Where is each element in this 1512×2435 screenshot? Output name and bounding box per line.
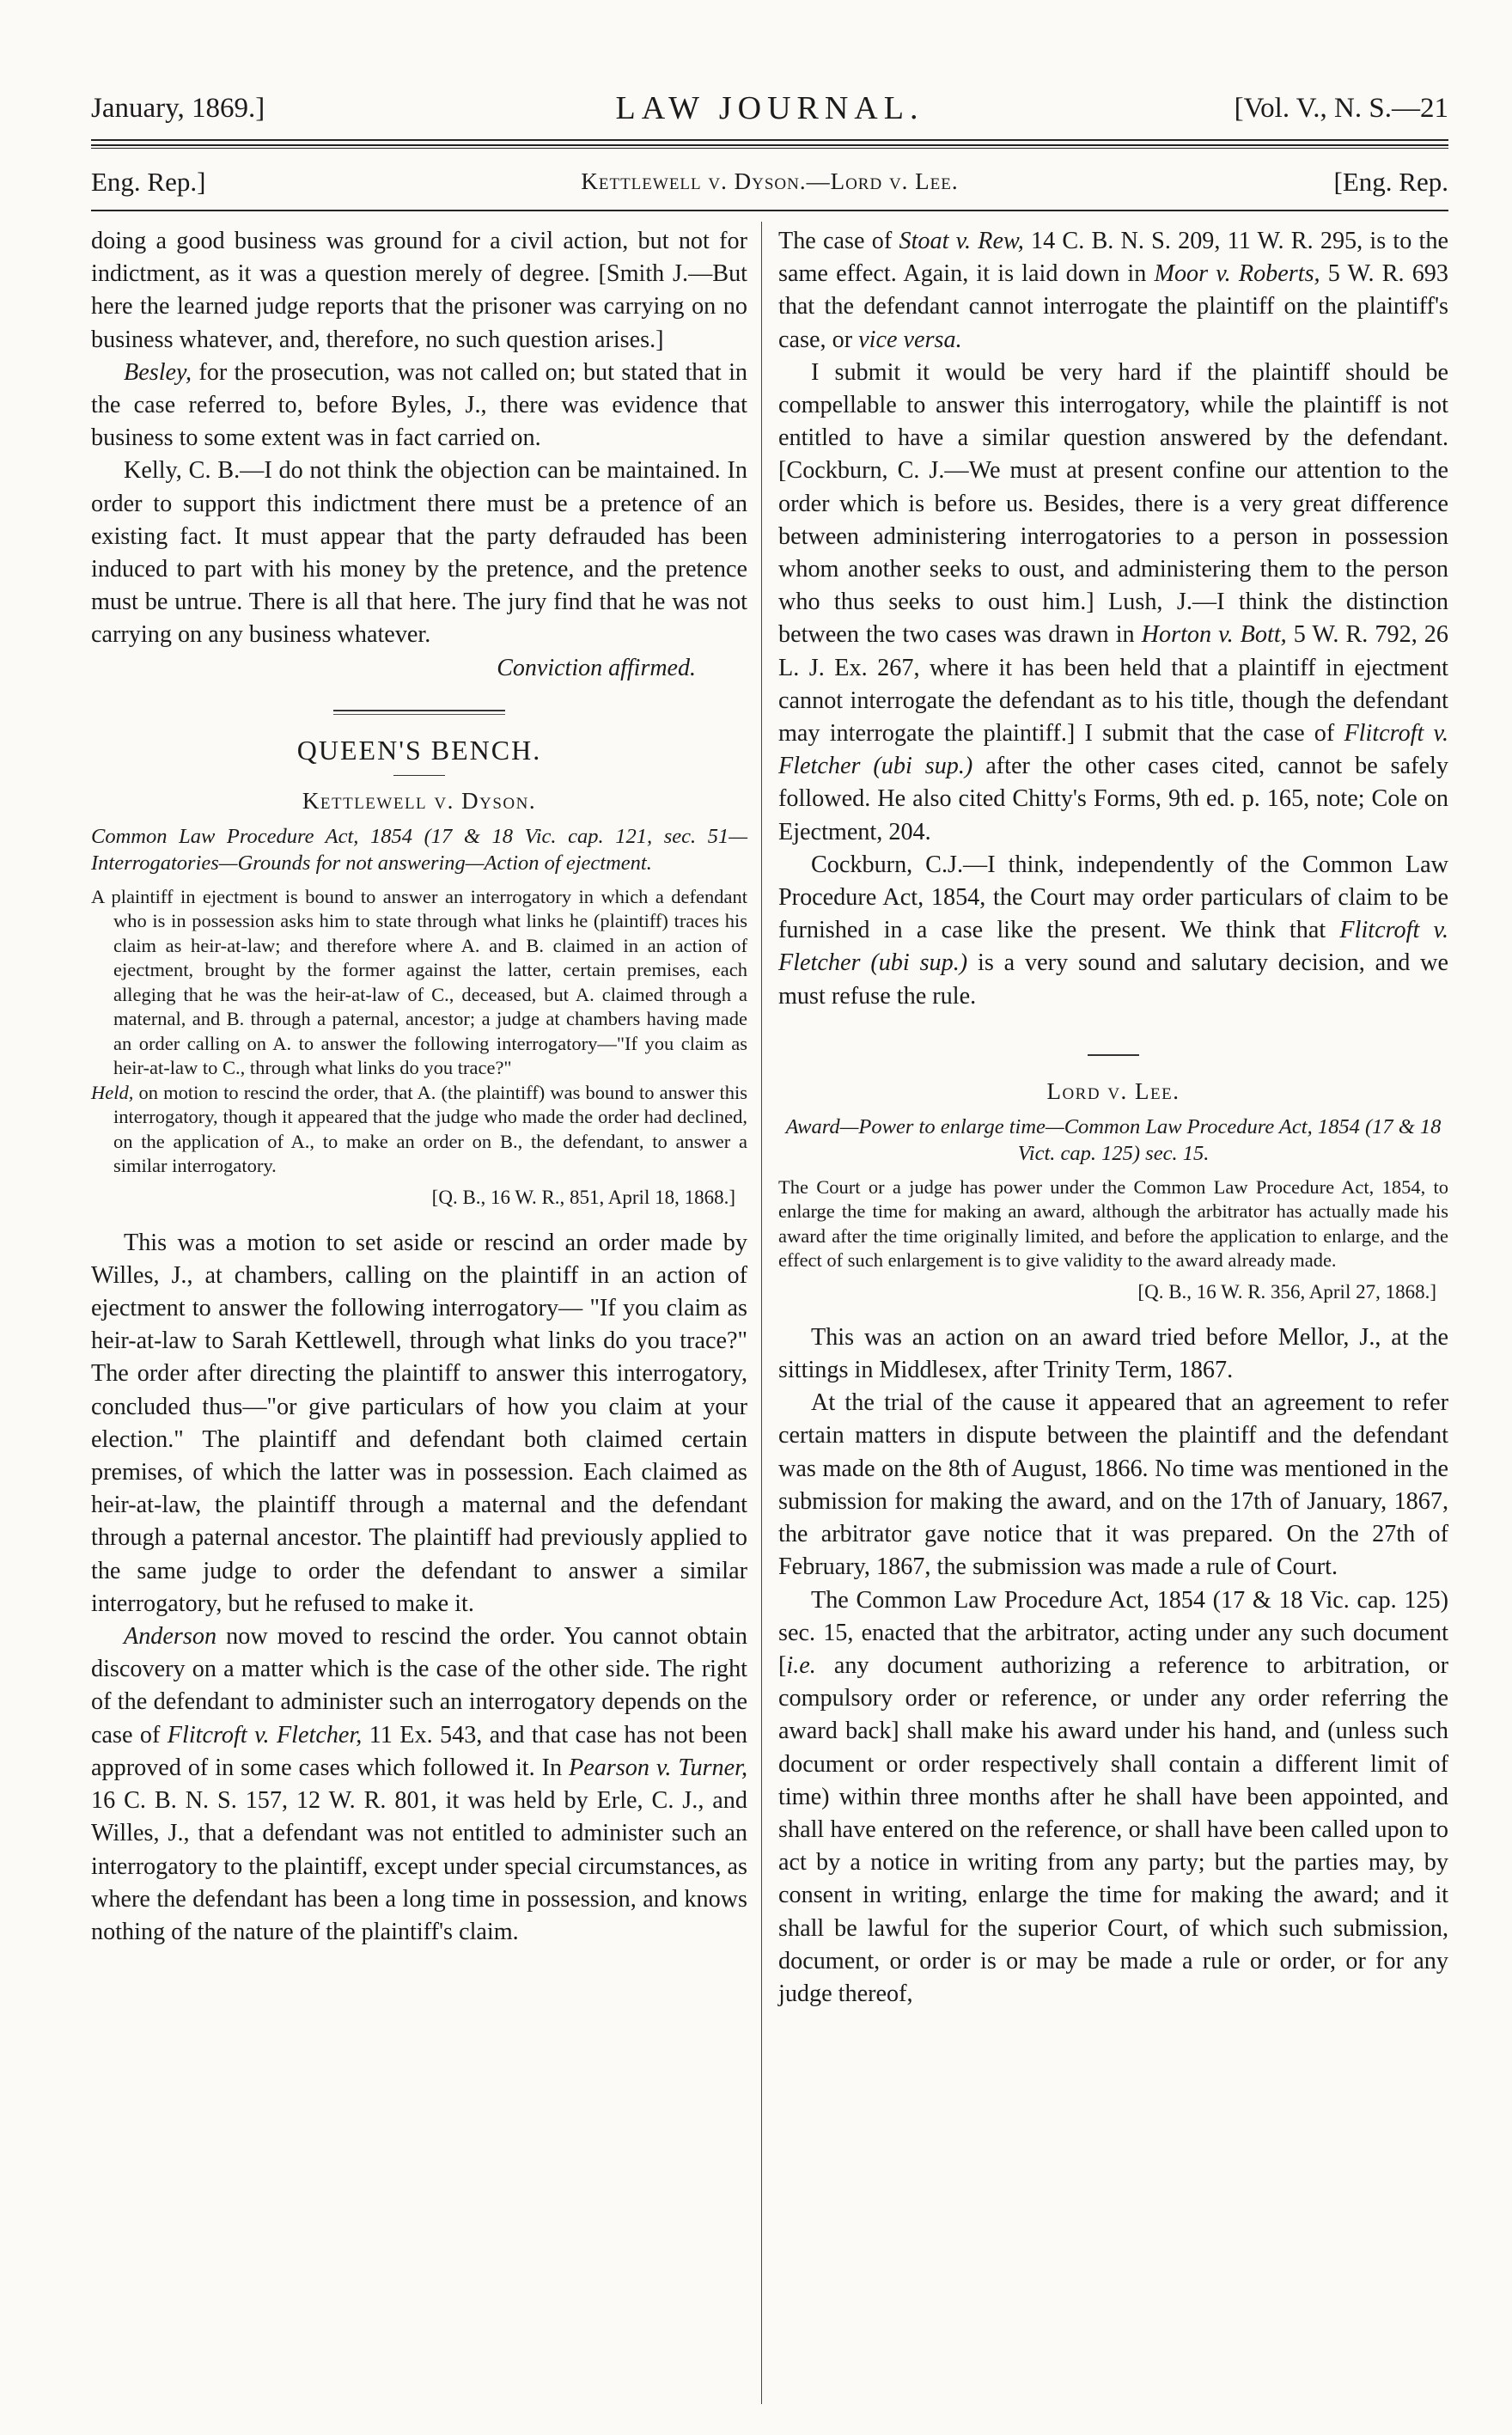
paragraph-text: any document authorizing a reference to arbitration, or compulsory order or reference, or under any order referring the award back] shall make his award under his hand, and (unless such document or order respectively shall contain a different limit of time) within three months after he shall have been appointed, and shall have entered on the reference, or shall have been called upon to act by a notice in writing from any party; but the parties may, by consent in writing, enlarge the time for making the award; and it shall be lawful for the superior Court, of which such submission, document, or order is or may be made a rule or order, or for any judge thereof, [778,1651,1448,2007]
paragraph-text: 11 Ex. 543, and that case has not been approved of in some cases which followed it. In [91,1721,748,1781]
paragraph-text: 14 C. B. N. S. 209, 11 W. R. 295, is to the same effect. Again, it is laid down in [778,228,1448,288]
case-name: Flitcroft v. Fletcher, [167,1721,363,1748]
judgment-paragraph [778,849,1448,1013]
catchwords: Common Law Procedure Act, 1854 (17 & 18 Vic. cap. 121, sec. 51—Interrogatories—Grounds for not answering—Action of ejectment. [91,824,747,875]
paragraph-text: 5 W. R. 792, 26 L. J. Ex. 267, where it has been held that a plaintiff in ejectment cannot interrogate the defendant as to his title, though the defendant may interrogate the plaintiff.] I submit that the case of [778,621,1448,748]
case-name: Flitcroft v. Fletcher (ubi sup.) [778,720,1448,780]
paragraph [778,357,1448,849]
short-rule [393,775,445,776]
case-name: Pearson v. Turner, [569,1754,748,1781]
volume-page: [Vol. V., N. S.—21 [1234,93,1448,124]
case-name: Horton v. Bott, [1141,621,1287,649]
abbreviation: i.e. [786,1651,816,1679]
counsel-name: Anderson [124,1623,217,1651]
paragraph [778,225,1448,357]
paragraph-text: 5 W. R. 693 that the defendant cannot interrogate the plaintiff on the plaintiff's case, or [778,260,1448,353]
case-citation: [Q. B., 16 W. R. 356, April 27, 1868.] [1137,1280,1436,1303]
paragraph: At the trial of the cause it appeared that an agreement to refer certain matters in dispute between the plaintiff and the defendant was made on the 8th of August, 1866. No time was mentioned in the submission for making the award, and on the 17th of January, 1867, the arbitrator gave notice that it was prepared. On the 27th of February, 1867, the submission was made a rule of Court. [778,1389,1448,1581]
ornament-rule [91,704,747,719]
section-rule [91,210,1448,211]
headnote-held [91,1081,747,1179]
header-rule [91,139,1448,146]
paragraph-text: after the other cases cited, cannot be safely followed. He also cited Chitty's Forms, 9th ed. p. 165, note; Cole on Ejectment, 204. [778,753,1448,845]
paragraph-text: Cockburn, C.J.—I think, independently of the Common Law Procedure Act, 1854, the Court may order particulars of claim to be furnished in a case like the present. We think that [778,851,1448,944]
case-title: Lord v. Lee. [1046,1077,1180,1104]
paragraph: doing a good business was ground for a civil action, but not for indictment, as it was a question merely of degree. [Smith J.—But here the learned judge reports that the prisoner was carrying on no business whatever, and, therefore, no such question arises.] [91,228,747,353]
paragraph [91,357,747,455]
paragraph-text: The Common Law Procedure Act, 1854 (17 & 18 Vic. cap. 125) sec. 15, enacted that the arbitrator, acting under any such document [ [778,1586,1448,1679]
paragraph-text: I submit it would be very hard if the plaintiff should be compellable to answer this interrogatory, while the plaintiff is not entitled to have a similar question answered by the defendant. [Cockburn, C. J.—We must at present confine our attention to the order which is before us. Besides, there is a very great difference between administering interrogatories to a person in possession whom another seeks to oust, and administering them to the person who thus seeks to oust him.] Lush, J.—I think the distinction between the two cases was drawn in [778,358,1448,649]
case-name: Flitcroft v. Fletcher (ubi sup.) [778,917,1449,977]
running-header [91,86,1448,129]
headnote-text: on motion to rescind the order, that A. (the plaintiff) was bound to answer this interrogatory, though it appeared that the judge who made the order had declined, on the application of A., to make an order on B., the defendant, to answer a similar interrogatory. [113,1081,747,1177]
paragraph: This was a motion to set aside or rescind an order made by Willes, J., at chambers, calling on the plaintiff in an action of ejectment to answer the following interrogatory— "If you claim as heir-at-law to Sarah Kettlewell, through what links do you trace?" The order after directing the plaintiff to answer this interrogatory, concluded thus—"or give particulars of how you claim at your election." The plaintiff and defendant both claimed certain premises, of which the latter was in possession. Each claimed as heir-at-law, the plaintiff through a maternal and the defendant through a paternal ancestor. The plaintiff had previously applied to the same judge to order the defendant to answer a similar interrogatory, but he refused to make it. [91,1229,747,1617]
paragraph-text: is a very sound and salutary decision, and we must refuse the rule. [778,949,1448,1010]
section-left: Eng. Rep.] [91,167,206,197]
paragraph: This was an action on an award tried before Mellor, J., at the sittings in Middlesex, after Trinity Term, 1867. [778,1323,1448,1384]
paragraph [778,1584,1448,2011]
ornament-rule [778,1047,1448,1063]
result: Conviction affirmed. [497,654,696,681]
paragraph [91,1620,747,1949]
journal-title: LAW JOURNAL. [615,90,924,126]
case-name: Moor v. Roberts, [1154,260,1320,288]
paragraph-text: The case of [778,228,899,254]
latin-phrase: vice versa. [858,326,962,353]
section-right: [Eng. Rep. [1333,167,1448,197]
section-cases: Kettlewell v. Dyson.—Lord v. Lee. [581,168,959,194]
header-rule-thin [91,148,1448,149]
held-label: Held, [91,1081,134,1103]
judgment-paragraph: Kelly, C. B.—I do not think the objection can be maintained. In order to support this indictment there must be a pretence of an existing fact. It must appear that the party defrauded has been induced to part with his money by the pretence, and the pretence must be untrue. There is all that here. The jury find that he was not carrying on any business whatever. [91,457,747,649]
left-column [91,225,747,1949]
court-heading: QUEEN'S BENCH. [296,734,542,766]
case-citation: [Q. B., 16 W. R., 851, April 18, 1868.] [431,1186,735,1208]
column-divider [761,222,762,2404]
paragraph-text: now moved to rescind the order. You cannot obtain discovery on a matter which is the case of the other side. The right of the defendant to administer such an interrogatory depends on the case of [91,1623,747,1748]
paragraph-text: 16 C. B. N. S. 157, 12 W. R. 801, it was held by Erle, C. J., and Willes, J., that a defendant was not entitled to administer such an interrogatory to the plaintiff, except under special circumstances, as where the defendant has been a long time in possession, and knows nothing of the nature of the plaintiff's claim. [91,1787,747,1945]
right-column [778,225,1448,2011]
headnote: A plaintiff in ejectment is bound to answer an interrogatory in which a defendant who is in possession asks him to state through what links he (plaintiff) traces his claim as heir-at-law; and therefore where A. and B. claimed in an action of ejectment, brought by the former against the latter, certain premises, each alleging that he was the heir-at-law of C., deceased, but A. claimed through a maternal, and B. through a paternal, ancestor; a judge at chambers having made an order calling on A. to answer the following interrogatory—"If you claim as heir-at-law to C., through what links do you trace?" [91,885,747,1079]
paragraph-text: for the prosecution, was not called on; but stated that in the case referred to, before Byles, J., there was evidence that business to some extent was in fact carried on. [91,358,747,452]
section-header [91,163,1448,201]
counsel-name: Besley, [124,358,192,386]
issue-date: January, 1869.] [91,93,265,124]
catchwords: Award—Power to enlarge time—Common Law Procedure Act, 1854 (17 & 18 Vict. cap. 125) sec. 15. [785,1114,1442,1165]
case-title: Kettlewell v. Dyson. [302,787,537,814]
case-name: Stoat v. Rew, [899,228,1024,254]
headnote: The Court or a judge has power under the Common Law Procedure Act, 1854, to enlarge the time for making an award, although the arbitrator has actually made his award after the time originally limited, and before the application to enlarge, and the effect of such enlargement is to give validity to the award already made. [778,1175,1448,1272]
